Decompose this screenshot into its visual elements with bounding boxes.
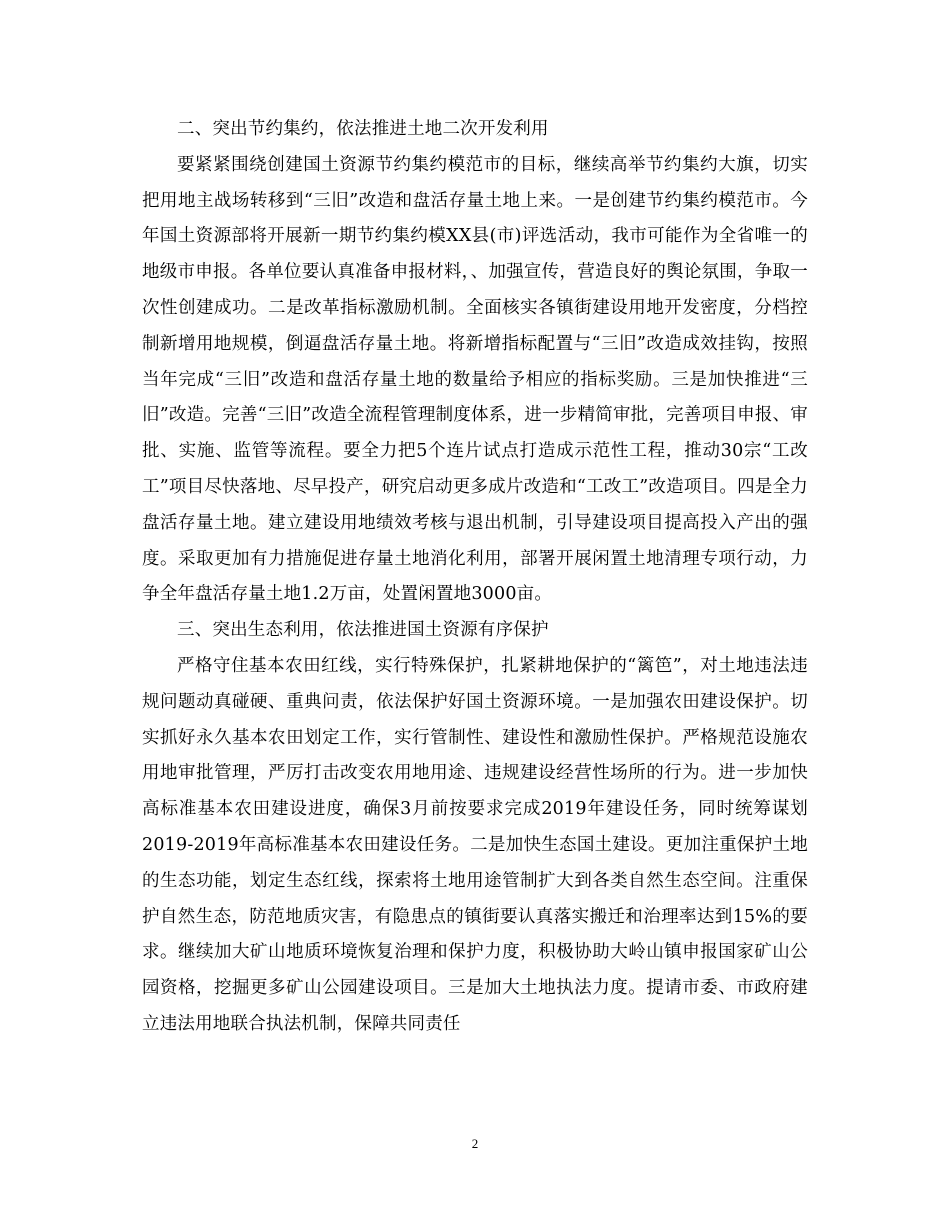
paragraph-ecological-protection: 严格守住基本农田红线，实行特殊保护，扎紧耕地保护的“篱笆”，对土地违法违规问题动真碰硬、重典问责，依法保护好国土资源环境。一是加强农田建设保护。切实抓好永久基本农田划定工作，实行管制性、建设性和激励性保护。严格规范设施农用地审批管理，严厉打击改变农用地用途、违规建设经营性场所的行为。进一步加快高标准基本农田建设进度，确保3月前按要求完成2019年建设任务，同时统筹谋划2019-2019年高标准基本农田建设任务。二是加快生态国土建设。更加注重保护土地的生态功能，划定生态红线，探索将土地用途管制扩大到各类自然生态空间。注重保护自然生态，防范地质灾害，有隐患点的镇街要认真落实搬迁和治理率达到15%的要求。继续加大矿山地质环境恢复治理和保护力度，积极协助大岭山镇申报国家矿山公园资格，挖掘更多矿山公园建设项目。三是加大土地执法力度。提请市委、市政府建立违法用地联合执法机制，保障共同责任 <box>142 655 808 1034</box>
page-number: 2 <box>471 1136 479 1151</box>
paragraph-land-redevelopment: 要紧紧围绕创建国土资源节约集约模范市的目标，继续高举节约集约大旗，切实把用地主战场转移到“三旧”改造和盘活存量土地上来。一是创建节约集约模范市。今年国土资源部将开展新一期节约集约模XX县(市)评选活动，我市可能作为全省唯一的地级市申报。各单位要认真准备申报材料，、加强宣传，营造良好的舆论氛围，争取一次性创建成功。二是改革指标激励机制。全面核实各镇街建设用地开发密度，分档控制新增用地规模，倒逼盘活存量土地。将新增指标配置与“三旧”改造成效挂钩，按照当年完成“三旧”改造和盘活存量土地的数量给予相应的指标奖励。三是加快推进“三旧”改造。完善“三旧”改造全流程管理制度体系，进一步精简审批，完善项目申报、审批、实施、监管等流程。要全力把5个连片试点打造成示范性工程，推动30宗“工改工”项目尽快落地、尽早投产，研究启动更多成片改造和“工改工”改造项目。四是全力盘活存量土地。建立建设用地绩效考核与退出机制，引导建设项目提高投入产出的强度。采取更加有力措施促进存量土地消化利用，部署开展闲置土地清理专项行动，力争全年盘活存量土地1.2万亩，处置闲置地3000亩。 <box>142 154 808 605</box>
section-heading-2: 二、突出节约集约，依法推进土地二次开发利用 <box>177 119 549 139</box>
document-body <box>142 112 808 1043</box>
section-heading-3: 三、突出生态利用，依法推进国土资源有序保护 <box>177 620 549 641</box>
